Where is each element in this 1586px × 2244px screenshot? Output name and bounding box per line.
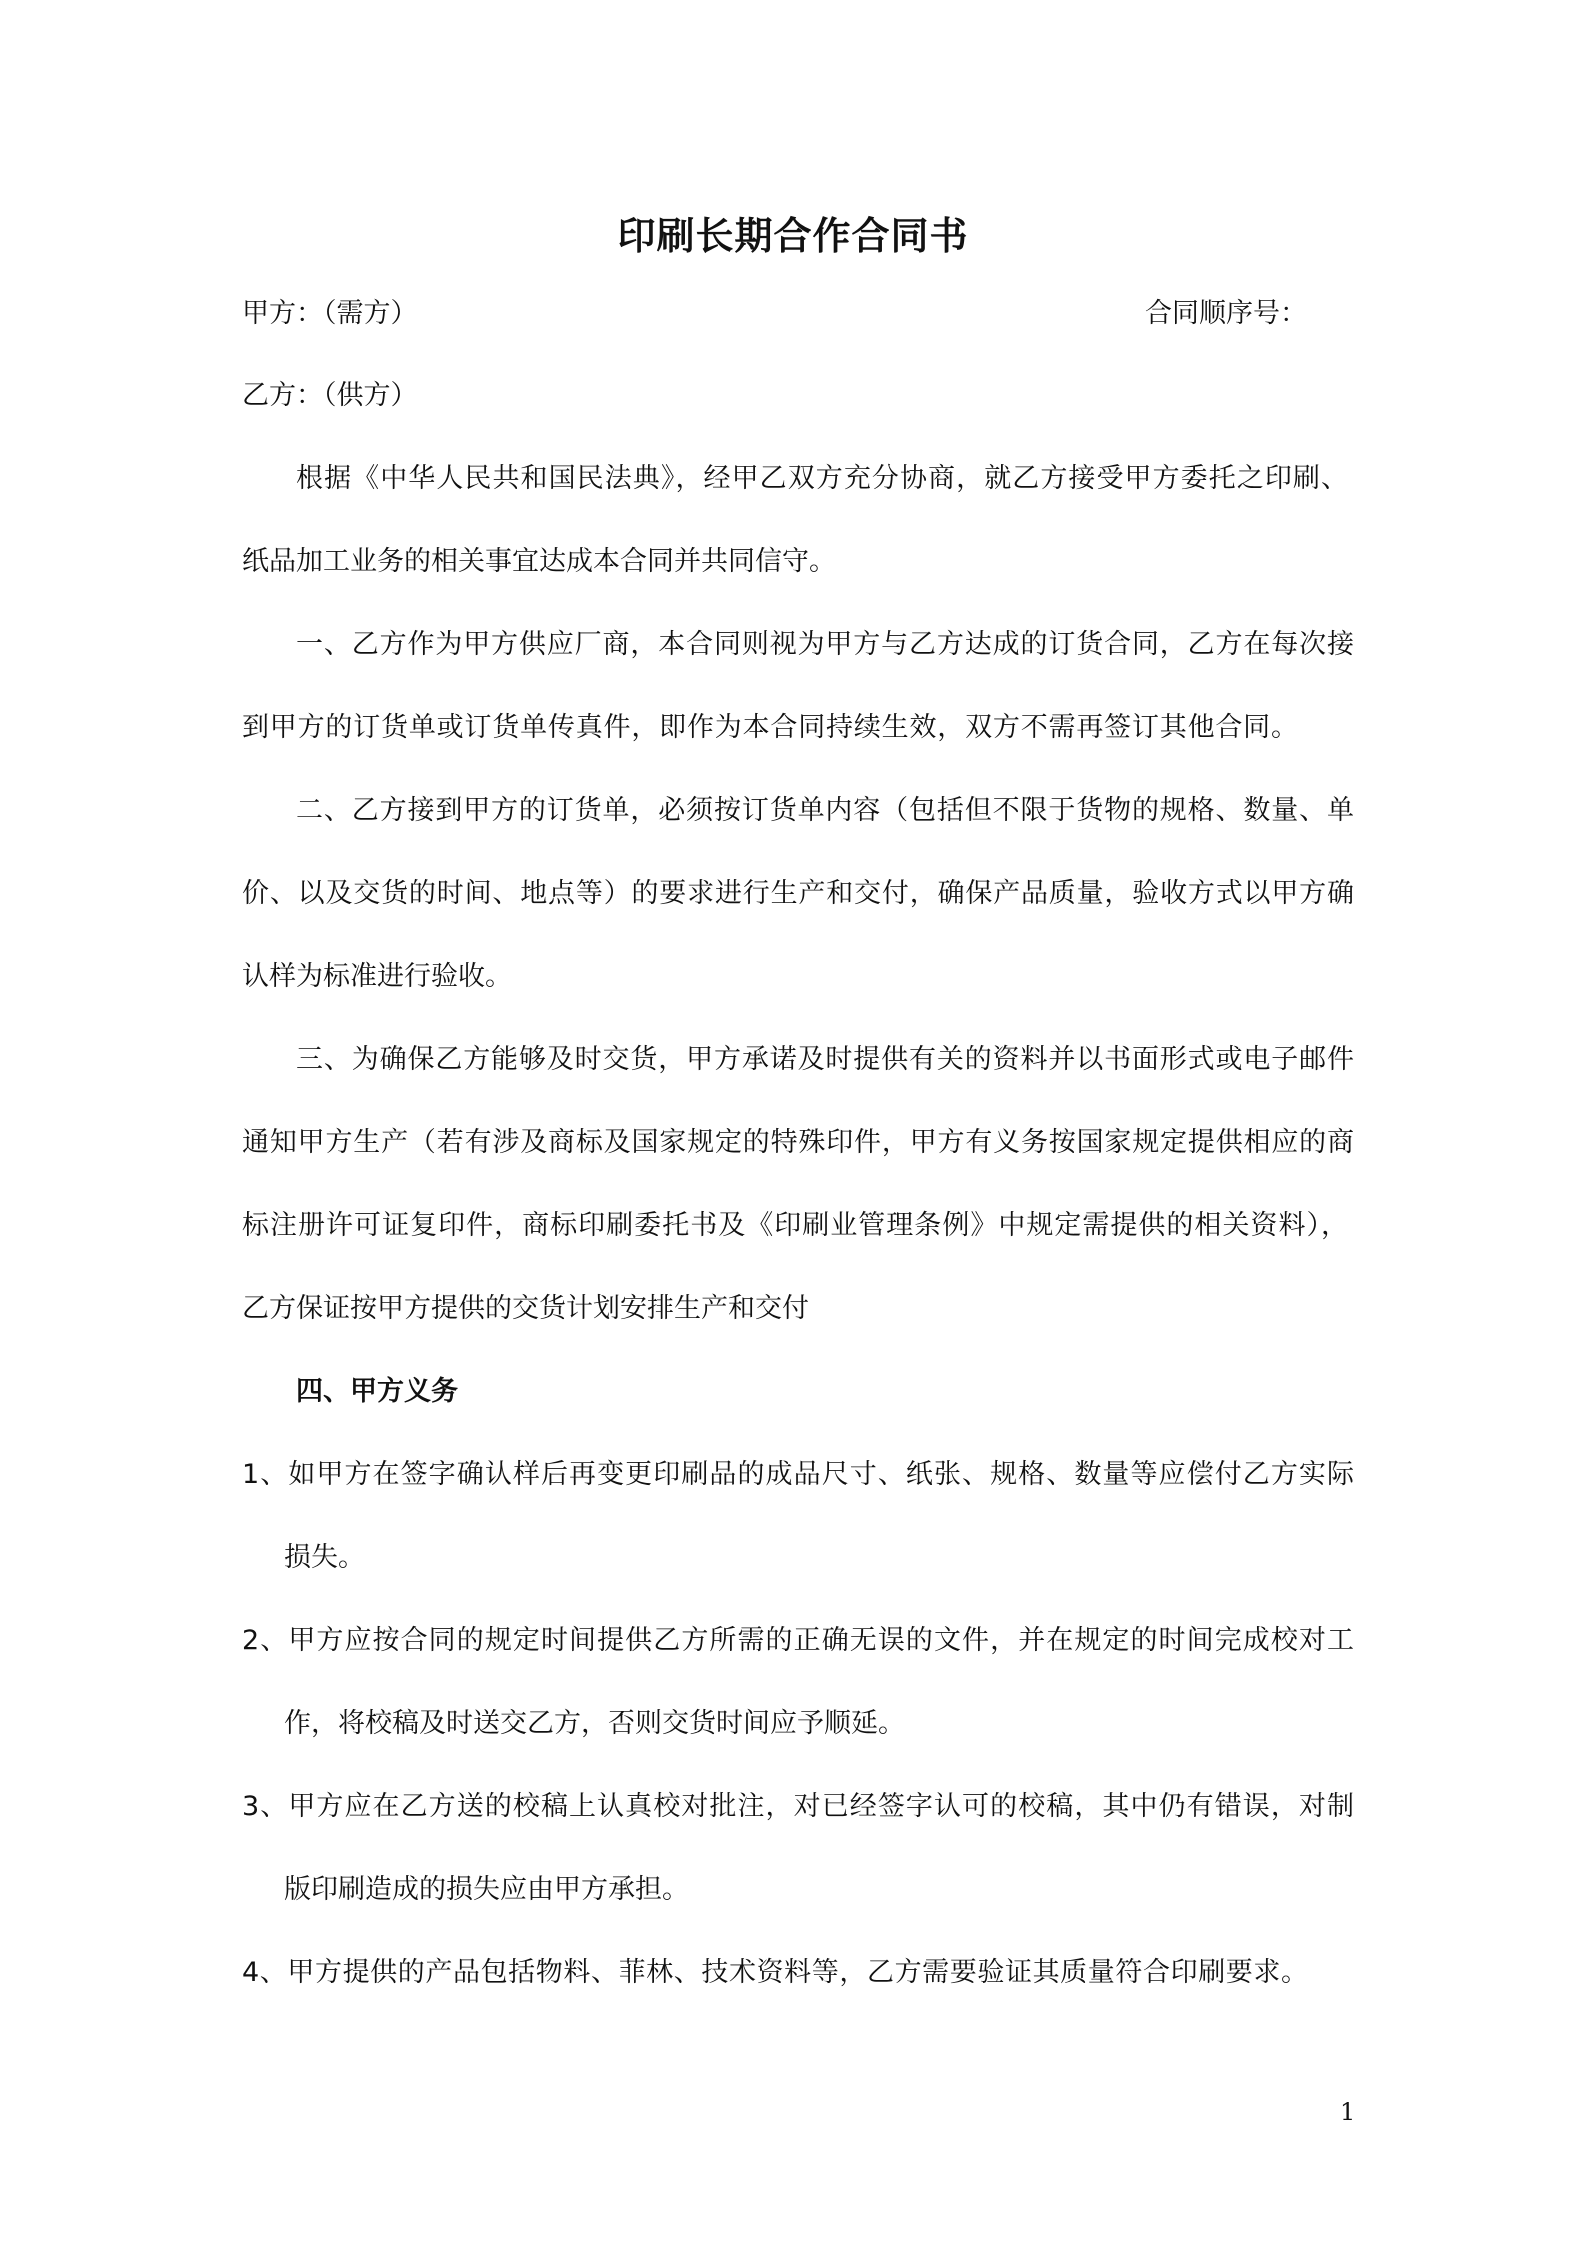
obligation-1-line-2: 损失。	[284, 1542, 365, 1573]
obligation-2-line-1: 2、甲方应按合同的规定时间提供乙方所需的正确无误的文件，并在规定的时间完成校对工	[242, 1625, 1354, 1656]
preamble-line-2: 纸品加工业务的相关事宜达成本合同并共同信守。	[242, 546, 836, 577]
clause-2-line-3: 认样为标准进行验收。	[242, 961, 512, 992]
party-b-label: 乙方：（供方）	[242, 380, 418, 411]
obligation-1-line-1: 1、如甲方在签字确认样后再变更印刷品的成品尺寸、纸张、规格、数量等应偿付乙方实际	[242, 1459, 1354, 1490]
party-a-label: 甲方：（需方）	[242, 298, 418, 329]
clause-1-line-2: 到甲方的订货单或订货单传真件，即作为本合同持续生效，双方不需再签订其他合同。	[242, 712, 1298, 743]
preamble-line-1: 根据《中华人民共和国民法典》，经甲乙双方充分协商，就乙方接受甲方委托之印刷、	[296, 463, 1348, 494]
clause-3-line-4: 乙方保证按甲方提供的交货计划安排生产和交付	[242, 1293, 809, 1324]
clause-2-line-2: 价、以及交货的时间、地点等）的要求进行生产和交付，确保产品质量，验收方式以甲方确	[242, 878, 1354, 909]
clause-3-line-3: 标注册许可证复印件，商标印刷委托书及《印刷业管理条例》中规定需提供的相关资料），	[242, 1210, 1348, 1241]
contract-number-label: 合同顺序号：	[1145, 298, 1307, 329]
document-title: 印刷长期合作合同书	[617, 214, 969, 258]
clause-1-line-1: 一、乙方作为甲方供应厂商，本合同则视为甲方与乙方达成的订货合同，乙方在每次接	[296, 629, 1354, 660]
clause-3-line-2: 通知甲方生产（若有涉及商标及国家规定的特殊印件，甲方有义务按国家规定提供相应的商	[242, 1127, 1354, 1158]
obligation-3-line-1: 3、甲方应在乙方送的校稿上认真校对批注，对已经签字认可的校稿，其中仍有错误，对制	[242, 1791, 1354, 1822]
section-4-heading: 四、甲方义务	[296, 1376, 458, 1407]
obligation-2-line-2: 作，将校稿及时送交乙方，否则交货时间应予顺延。	[284, 1708, 905, 1739]
page-number: 1	[1340, 2098, 1356, 2126]
clause-2-line-1: 二、乙方接到甲方的订货单，必须按订货单内容（包括但不限于货物的规格、数量、单	[296, 795, 1354, 826]
clause-3-line-1: 三、为确保乙方能够及时交货，甲方承诺及时提供有关的资料并以书面形式或电子邮件	[296, 1044, 1354, 1075]
obligation-3-line-2: 版印刷造成的损失应由甲方承担。	[284, 1874, 689, 1905]
obligation-4-line-1: 4、甲方提供的产品包括物料、菲林、技术资料等，乙方需要验证其质量符合印刷要求。	[242, 1957, 1308, 1988]
